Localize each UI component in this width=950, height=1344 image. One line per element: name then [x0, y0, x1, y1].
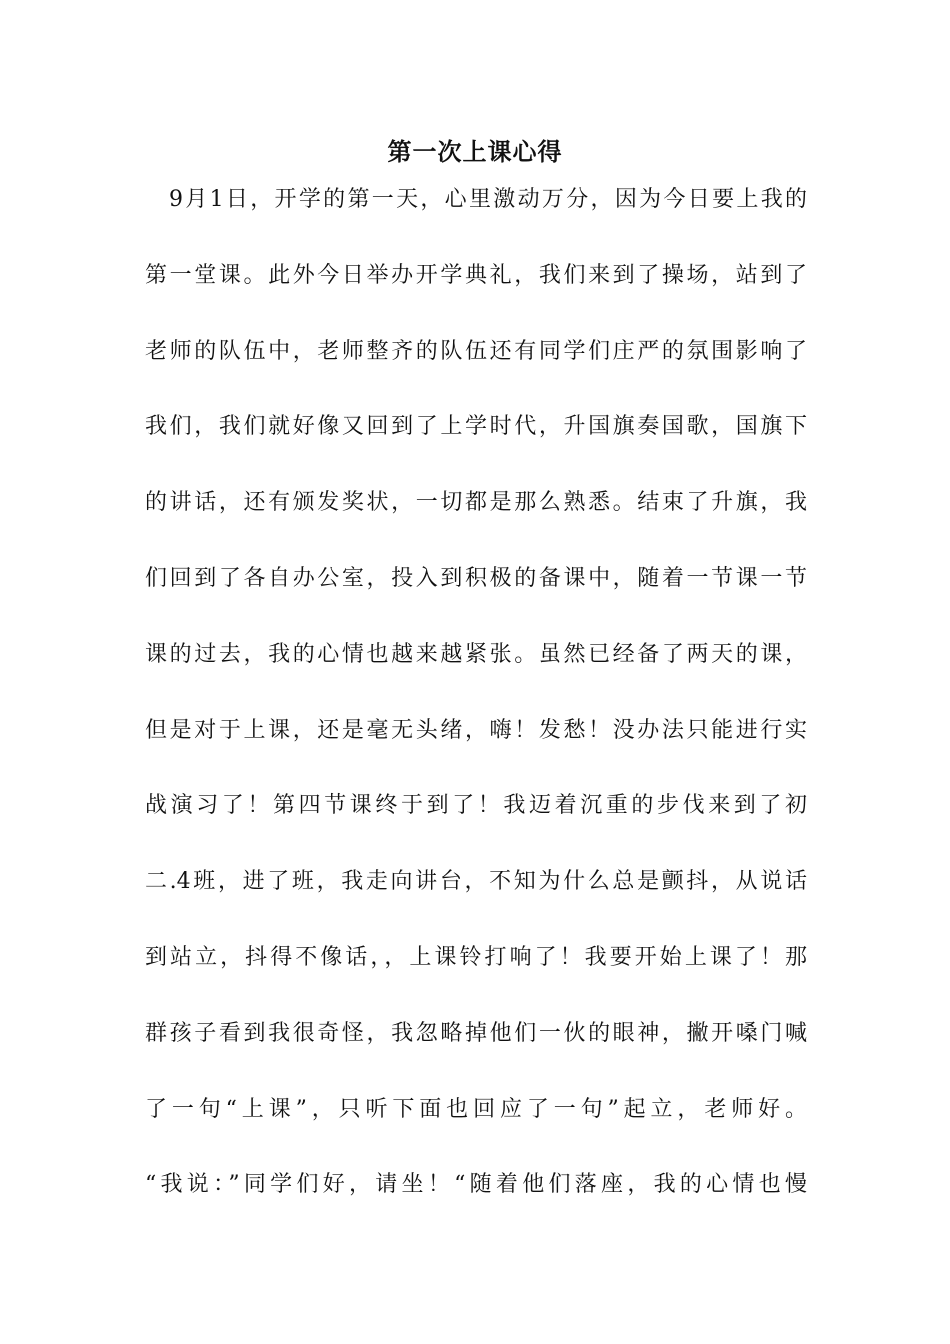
- body-line: 到站立，抖得不像话，，上课铃打响了！我要开始上课了！那: [145, 944, 807, 970]
- document-body: [145, 180, 807, 1241]
- body-line: 但是对于上课，还是毫无头绪，嗨！发愁！没办法只能进行实: [145, 717, 807, 743]
- body-line: 第一堂课。此外今日举办开学典礼，我们来到了操场，站到了: [145, 262, 807, 288]
- body-line: 老师的队伍中，老师整齐的队伍还有同学们庄严的氛围影响了: [145, 338, 807, 364]
- body-line: 二.4班，进了班，我走向讲台，不知为什么总是颤抖，从说话: [145, 869, 807, 895]
- body-line: 我们，我们就好像又回到了上学时代，升国旗奏国歌，国旗下: [145, 414, 807, 440]
- body-line: 战演习了！第四节课终于到了！我迈着沉重的步伐来到了初: [145, 793, 807, 819]
- body-line: 群孩子看到我很奇怪，我忽略掉他们一伙的眼神，撇开嗓门喊: [145, 1020, 807, 1046]
- body-line: 了一句“上课”，只听下面也回应了一句”起立，老师好。: [145, 1096, 807, 1122]
- body-line: 的讲话，还有颁发奖状，一切都是那么熟悉。结束了升旗，我: [145, 490, 807, 516]
- body-line: 9月1日，开学的第一天，心里激动万分，因为今日要上我的: [169, 187, 807, 212]
- body-line: 们回到了各自办公室，投入到积极的备课中，随着一节课一节: [145, 565, 807, 591]
- document-title: 第一次上课心得: [387, 137, 563, 166]
- body-line: 课的过去，我的心情也越来越紧张。虽然已经备了两天的课，: [145, 641, 807, 667]
- body-line: “我说：”同学们好，请坐！“随着他们落座，我的心情也慢: [145, 1172, 807, 1198]
